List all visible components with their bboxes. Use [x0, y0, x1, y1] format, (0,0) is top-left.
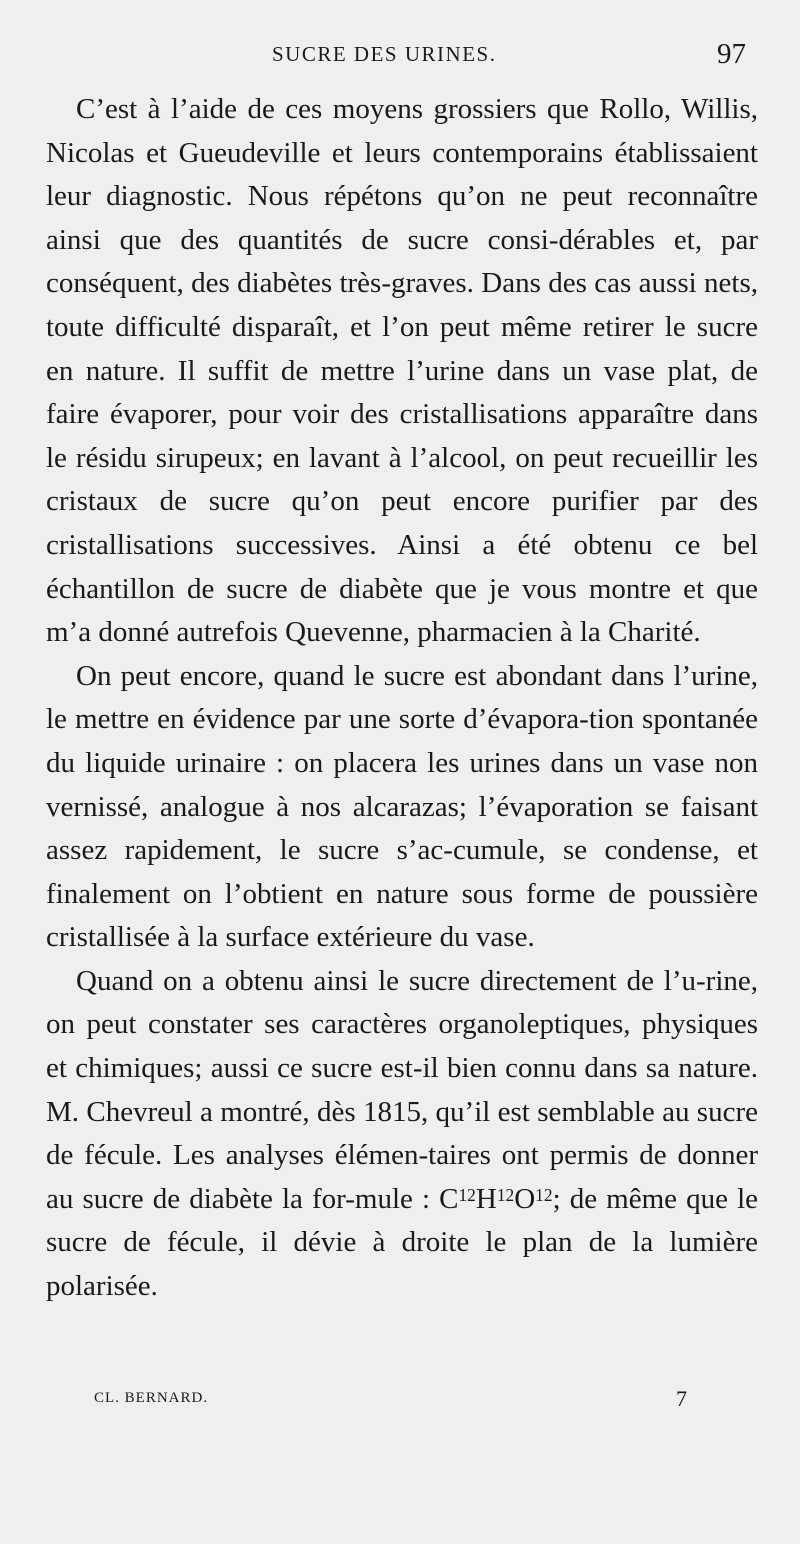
paragraph-text: ; de même que le sucre de fécule, il dévie à droite le plan de la lumière polarisée.	[46, 1182, 758, 1303]
running-head: SUCRE DES URINES.	[272, 42, 497, 66]
paragraph	[46, 960, 758, 1309]
body-text	[46, 88, 758, 1309]
chemical-formula: $C^{12}H^{12}O^{12}$	[439, 1182, 553, 1215]
page-number: 97	[717, 38, 746, 70]
signature-mark: CL. BERNARD.	[94, 1390, 209, 1406]
page-footer	[0, 1386, 800, 1420]
paragraph: C’est à l’aide de ces moyens grossiers que Rollo, Willis, Nicolas et Gueudeville et leurs contemporains établissaient leur diagnostic. Nous répétons qu’on ne peut reconnaître ainsi que des quantités de sucre consi-dérables et, par conséquent, des diabètes très-graves. Dans des cas aussi nets, toute difficulté disparaît, et l’on peut même retirer le sucre en nature. Il suffit de mettre l’urine dans un vase plat, de faire évaporer, pour voir des cristallisations apparaître dans le résidu sirupeux; en lavant à l’alcool, on peut recueillir les cristaux de sucre qu’on peut encore purifier par des cristallisations successives. Ainsi a été obtenu ce bel échantillon de sucre de diabète que je vous montre et que m’a donné autrefois Quevenne, pharmacien à la Charité.	[46, 93, 758, 649]
sheet-number: 7	[676, 1386, 687, 1411]
paragraph: On peut encore, quand le sucre est abondant dans l’urine, le mettre en évidence par une sorte d’évapora-tion spontanée du liquide urinaire : on placera les urines dans un vase non vernissé, analogue à nos alcarazas; l’évaporation se faisant assez rapidement, le sucre s’ac-cumule, se condense, et finalement on l’obtient en nature sous forme de poussière cristallisée à la surface extérieure du vase.	[46, 659, 758, 954]
paragraph-text: Quand on a obtenu ainsi le sucre directement de l’u-rine, on peut constater ses caractères organoleptiques, physiques et chimiques; aussi ce sucre est-il bien connu dans sa nature. M. Chevreul a montré, dès 1815, qu’il est semblable au sucre de fécule. Les analyses élémen-taires ont permis de donner au sucre de diabète la for-mule :	[46, 964, 758, 1215]
page-header	[0, 40, 800, 74]
